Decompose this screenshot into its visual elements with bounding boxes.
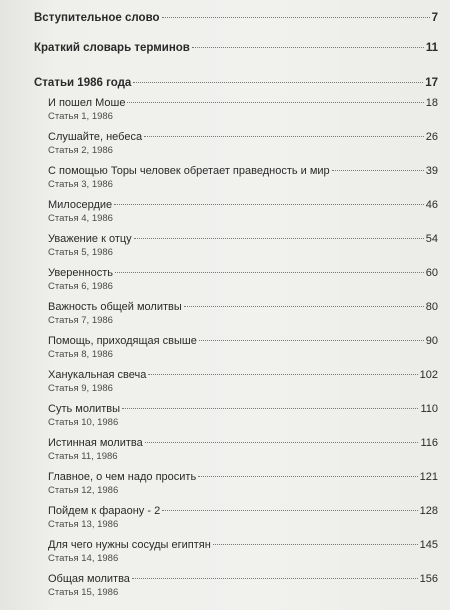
entry-title: Ханукальная свеча [48,369,147,381]
entry-subtitle: Статья 1, 1986 [48,111,113,122]
toc-entry [48,131,438,165]
page-number: 11 [425,42,438,54]
entry-subtitle: Статья 5, 1986 [48,247,113,258]
entry-subtitle: Статья 7, 1986 [48,315,113,326]
page-number: 17 [425,77,438,89]
entry-subtitle: Статья 4, 1986 [48,213,113,224]
dot-leader [133,82,423,83]
entry-title: Милосердие [48,199,113,211]
entry-title: Важность общей молитвы [48,301,182,313]
entry-subtitle: Статья 12, 1986 [48,485,119,496]
toc-section [34,42,438,62]
page-number: 18 [425,97,438,109]
entry-title: Суть молитвы [48,403,121,415]
toc-entry [48,403,438,437]
page-number: 80 [425,301,438,313]
dot-leader [132,578,418,579]
entry-title: С помощью Торы человек обретает праведность и мир [48,165,330,177]
section-title: Статьи 1986 года [34,77,132,89]
entry-title: И пошел Моше [48,97,126,109]
toc-entry [48,505,438,539]
dot-leader [145,442,419,443]
page-number: 156 [419,573,438,585]
dot-leader [332,170,424,171]
toc-entry [48,335,438,369]
section-title: Краткий словарь терминов [34,42,190,54]
toc-entry [48,165,438,199]
dot-leader [199,340,424,341]
page-number: 102 [419,369,438,381]
page-number: 121 [419,471,438,483]
dot-leader [148,374,417,375]
section-title: Вступительное слово [34,12,160,24]
toc-section [34,77,438,95]
entry-subtitle: Статья 9, 1986 [48,383,113,394]
entry-title: Для чего нужны сосуды египтян [48,539,211,551]
dot-leader [198,476,417,477]
entry-subtitle: Статья 10, 1986 [48,417,119,428]
entry-title: Общая молитва [48,573,130,585]
entry-subtitle: Статья 6, 1986 [48,281,113,292]
toc-entry [48,539,438,573]
dot-leader [115,272,424,273]
entry-subtitle: Статья 14, 1986 [48,553,119,564]
toc-entry [48,199,438,233]
entry-title: Истинная молитва [48,437,143,449]
toc-entry [48,437,438,471]
entry-subtitle: Статья 11, 1986 [48,451,118,462]
page-number: 60 [425,267,438,279]
toc-section [34,12,438,32]
entry-subtitle: Статья 13, 1986 [48,519,119,530]
toc-entry [48,267,438,301]
toc-entry [48,301,438,335]
dot-leader [122,408,418,409]
page-number: 39 [425,165,438,177]
page-number: 116 [420,437,438,449]
dot-leader [184,306,424,307]
dot-leader [134,238,424,239]
page-number: 110 [420,403,438,415]
table-of-contents [34,12,438,607]
entry-subtitle: Статья 2, 1986 [48,145,113,156]
entry-title: Помощь, приходящая свыше [48,335,197,347]
entry-title: Уверенность [48,267,113,279]
toc-entry [48,97,438,131]
toc-entry [48,369,438,403]
dot-leader [192,47,424,48]
entry-title: Слушайте, небеса [48,131,143,143]
entry-title: Главное, о чем надо просить [48,471,197,483]
dot-leader [162,510,417,511]
page-number: 26 [425,131,438,143]
entry-subtitle: Статья 8, 1986 [48,349,113,360]
toc-entry [48,471,438,505]
dot-leader [114,204,424,205]
page-number: 7 [431,12,438,24]
dot-leader [127,102,423,103]
dot-leader [144,136,424,137]
page-number: 90 [425,335,438,347]
page-number: 128 [419,505,438,517]
page-number: 145 [419,539,438,551]
entry-title: Уважение к отцу [48,233,132,245]
entry-title: Пойдем к фараону - 2 [48,505,161,517]
entry-subtitle: Статья 3, 1986 [48,179,113,190]
toc-entry [48,233,438,267]
dot-leader [213,544,418,545]
page-number: 46 [425,199,438,211]
entry-subtitle: Статья 15, 1986 [48,587,119,598]
dot-leader [162,17,430,18]
page-number: 54 [425,233,438,245]
toc-entry [48,573,438,607]
